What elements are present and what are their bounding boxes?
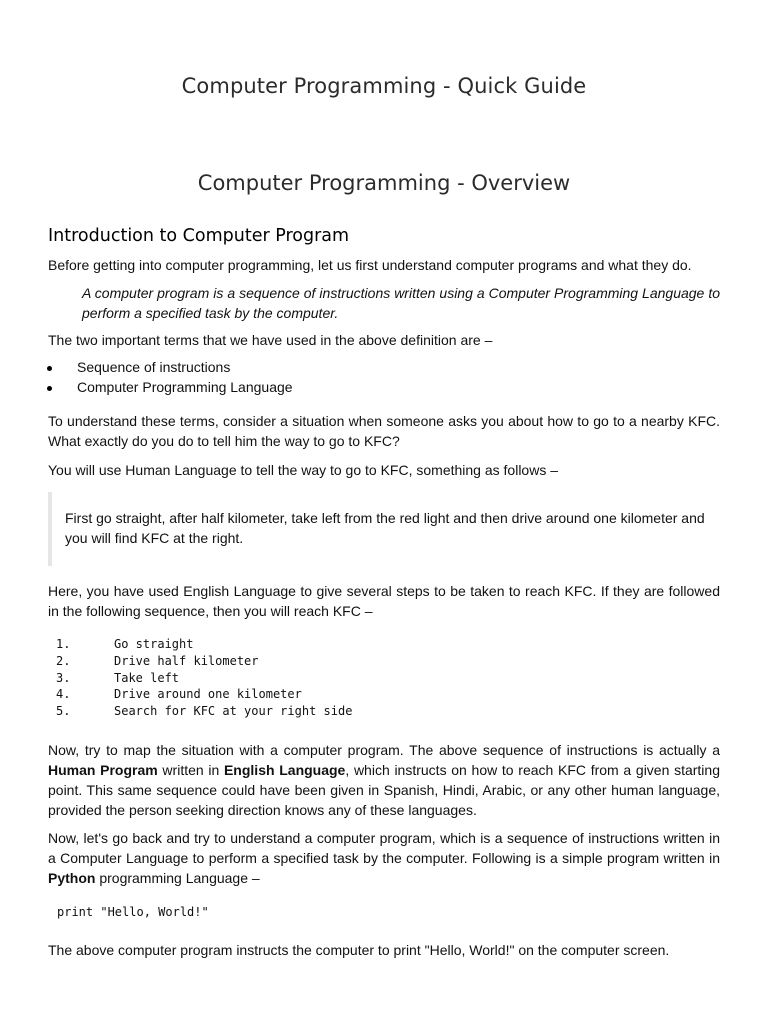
step-text: Go straight (114, 637, 194, 651)
step-number: 4. (56, 687, 71, 702)
python-text: programming Language – (95, 870, 260, 886)
definition-paragraph: A computer program is a sequence of instructions written using a Computer Programming Language to perform a specified task by the computer. (82, 285, 720, 321)
python-text: Now, let's go back and try to understand a computer program, which is a sequence of instructions written in a Computer Language to perform a specified task by the computer. Following is a simple program written in (48, 830, 720, 866)
list-item (56, 636, 352, 653)
code-block: print "Hello, World!" (57, 905, 209, 919)
step-number: 5. (56, 704, 71, 719)
list-item-label: Sequence of instructions (77, 359, 231, 375)
list-item (48, 358, 293, 378)
step-text: Take left (114, 670, 180, 685)
chapter-title: Computer Programming - Overview (197, 171, 571, 195)
list-item-label: Computer Programming Language (77, 378, 293, 395)
document-title: Computer Programming - Quick Guide (181, 74, 587, 98)
step-number: 2. (56, 653, 71, 668)
mapping-text: written in (157, 762, 224, 778)
step-number: 3. (56, 670, 71, 685)
bullet-icon (47, 366, 52, 371)
list-item (56, 653, 352, 670)
list-item (56, 703, 352, 720)
terms-list (48, 358, 293, 397)
situation-paragraph: To understand these terms, consider a situation when someone asks you about how to go to a nearby KFC. What exactly do you do to tell him the way to go to KFC? (48, 413, 720, 449)
list-item (56, 670, 352, 687)
step-text: Drive half kilometer (114, 653, 259, 668)
step-text: Search for KFC at your right side (114, 704, 353, 719)
list-item (48, 378, 293, 398)
list-item (56, 686, 352, 703)
quote-block (48, 492, 720, 566)
human-language-paragraph: You will use Human Language to tell the way to go to KFC, something as follows – (48, 462, 558, 478)
python-paragraph (48, 828, 720, 888)
steps-list (56, 636, 352, 720)
terms-intro-paragraph: The two important terms that we have used in the above definition are – (48, 332, 493, 348)
english-steps-paragraph: Here, you have used English Language to give several steps to be taken to reach KFC. If they are followed in the following sequence, then you will reach KFC – (48, 583, 720, 619)
section-heading: Introduction to Computer Program (48, 226, 350, 246)
bullet-icon (47, 386, 52, 391)
step-text: Drive around one kilometer (114, 687, 302, 702)
intro-paragraph: Before getting into computer programming, let us first understand computer programs and what they do. (48, 257, 692, 273)
closing-paragraph: The above computer program instructs the computer to print "Hello, World!" on the computer screen. (48, 942, 670, 958)
quote-text: First go straight, after half kilometer, take left from the red light and then drive around one kilometer and you will find KFC at the right. (65, 510, 705, 546)
english-language-term: English Language (223, 762, 346, 778)
python-term: Python (48, 870, 96, 886)
human-program-term: Human Program (48, 762, 158, 778)
mapping-text: Now, try to map the situation with a computer program. The above sequence of instructions is actually a (48, 742, 720, 758)
mapping-paragraph (48, 740, 720, 820)
mapping-text: , which instructs on how to reach KFC from a given starting point. This same sequence could have been given in Spanish, Hindi, Arabic, or any other human language, provided the person seeking direction knows any of these languages. (48, 762, 720, 818)
step-number: 1. (56, 637, 71, 651)
